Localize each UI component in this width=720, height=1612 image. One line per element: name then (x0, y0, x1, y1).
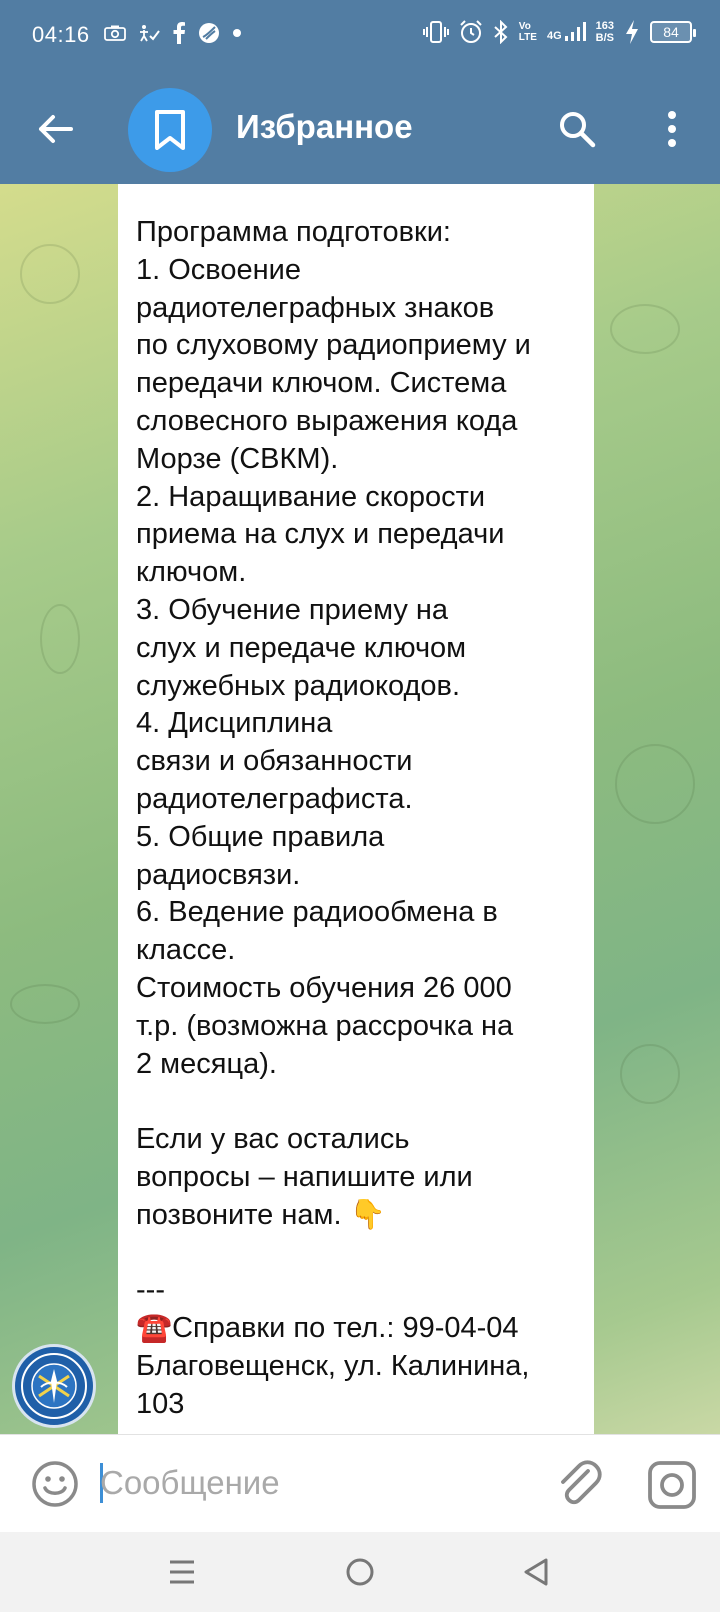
chat-background[interactable] (0, 184, 720, 1434)
message-line: классе. (136, 934, 236, 967)
message-input[interactable] (100, 1460, 520, 1506)
emblem-icon (19, 1351, 89, 1421)
message-line: --- (136, 1274, 165, 1307)
arrow-left-icon (37, 114, 73, 144)
wallpaper-doodle (40, 604, 80, 674)
message-line: радиосвязи. (136, 858, 301, 891)
app-icon (198, 22, 220, 44)
message-line: слух и передаче ключом (136, 631, 467, 664)
message-line: 4. Дисциплина (136, 707, 333, 740)
search-button[interactable] (552, 104, 602, 154)
system-back-button[interactable] (514, 1550, 558, 1594)
message-text (136, 214, 586, 1424)
battery-indicator: 84 (650, 21, 692, 43)
bookmark-icon (153, 110, 187, 150)
message-line: передачи ключом. Система (136, 367, 507, 400)
home-button[interactable] (338, 1550, 382, 1594)
message-line: позвоните нам. 👇 (136, 1198, 386, 1231)
volte-indicator: Vo LTE (518, 21, 537, 43)
message-line: радиотелеграфных знаков (136, 291, 495, 324)
dot-icon (232, 28, 242, 38)
more-options-button[interactable] (648, 104, 696, 154)
message-line: Стоимость обучения 26 000 (136, 971, 512, 1004)
message-line: Морзе (СВКМ). (136, 442, 339, 475)
wallpaper-doodle (610, 304, 680, 354)
emoji-button[interactable] (30, 1459, 80, 1509)
home-icon (338, 1550, 382, 1594)
more-vertical-icon (667, 111, 677, 147)
bluetooth-icon (493, 20, 509, 44)
status-time: 04:16 (32, 22, 90, 47)
channel-avatar[interactable] (12, 1344, 96, 1428)
signal-indicator: 4G (547, 22, 586, 42)
notification-icons (104, 22, 242, 44)
message-line (136, 1235, 586, 1273)
back-button[interactable] (30, 104, 80, 154)
attach-button[interactable] (552, 1457, 606, 1511)
menu-icon (160, 1550, 204, 1594)
message-line: Если у вас остались (136, 1123, 410, 1156)
camera-button[interactable] (646, 1459, 698, 1511)
message-line: 1. Освоение (136, 253, 301, 286)
message-line: вопросы – напишите или (136, 1160, 473, 1193)
back-icon (514, 1550, 558, 1594)
charging-icon (624, 20, 640, 44)
message-line: 5. Общие правила (136, 820, 385, 853)
message-line: 2 месяца). (136, 1047, 277, 1080)
message-line: связи и обязанности (136, 745, 413, 778)
message-line: приема на слух и передачи (136, 518, 505, 551)
message-line: Благовещенск, ул. Калинина, (136, 1349, 530, 1382)
message-line: ☎️Справки по тел.: 99-04-04 (136, 1312, 519, 1345)
accessibility-icon (138, 24, 160, 42)
wallpaper-doodle (620, 1044, 680, 1104)
attach-icon (552, 1457, 606, 1511)
vibrate-icon (423, 21, 449, 43)
net-speed: 163 B/S (595, 20, 614, 44)
message-line: ключом. (136, 556, 247, 589)
message-line: 3. Обучение приему на (136, 593, 449, 626)
facebook-icon (172, 22, 186, 44)
camera-icon (646, 1459, 698, 1511)
message-line: 103 (136, 1387, 185, 1420)
message-line: 2. Наращивание скорости (136, 480, 486, 513)
signal-icon (564, 22, 586, 42)
message-input-bar (0, 1434, 720, 1532)
screenshot-icon (104, 25, 126, 41)
message-line: радиотелеграфиста. (136, 782, 413, 815)
message-line: 6. Ведение радиообмена в (136, 896, 498, 929)
wallpaper-doodle (615, 744, 695, 824)
wallpaper-doodle (20, 244, 80, 304)
alarm-icon (459, 20, 483, 44)
chat-header (0, 76, 720, 184)
system-icons (423, 20, 692, 44)
message-line: служебных радиокодов. (136, 669, 460, 702)
saved-messages-avatar[interactable] (128, 88, 212, 172)
chat-title[interactable]: Избранное (236, 108, 413, 145)
message-line: словесного выражения кода (136, 404, 518, 437)
system-nav-bar (0, 1532, 720, 1612)
emoji-icon (30, 1459, 80, 1509)
message-line: по слуховому радиоприему и (136, 329, 531, 362)
status-bar (0, 0, 720, 76)
recent-apps-button[interactable] (160, 1550, 204, 1594)
message-bubble[interactable] (118, 184, 594, 1434)
message-line (136, 1083, 586, 1121)
message-line: Программа подготовки: (136, 216, 451, 248)
message-line: т.р. (возможна рассрочка на (136, 1009, 514, 1042)
wallpaper-doodle (10, 984, 80, 1024)
search-icon (558, 110, 596, 148)
